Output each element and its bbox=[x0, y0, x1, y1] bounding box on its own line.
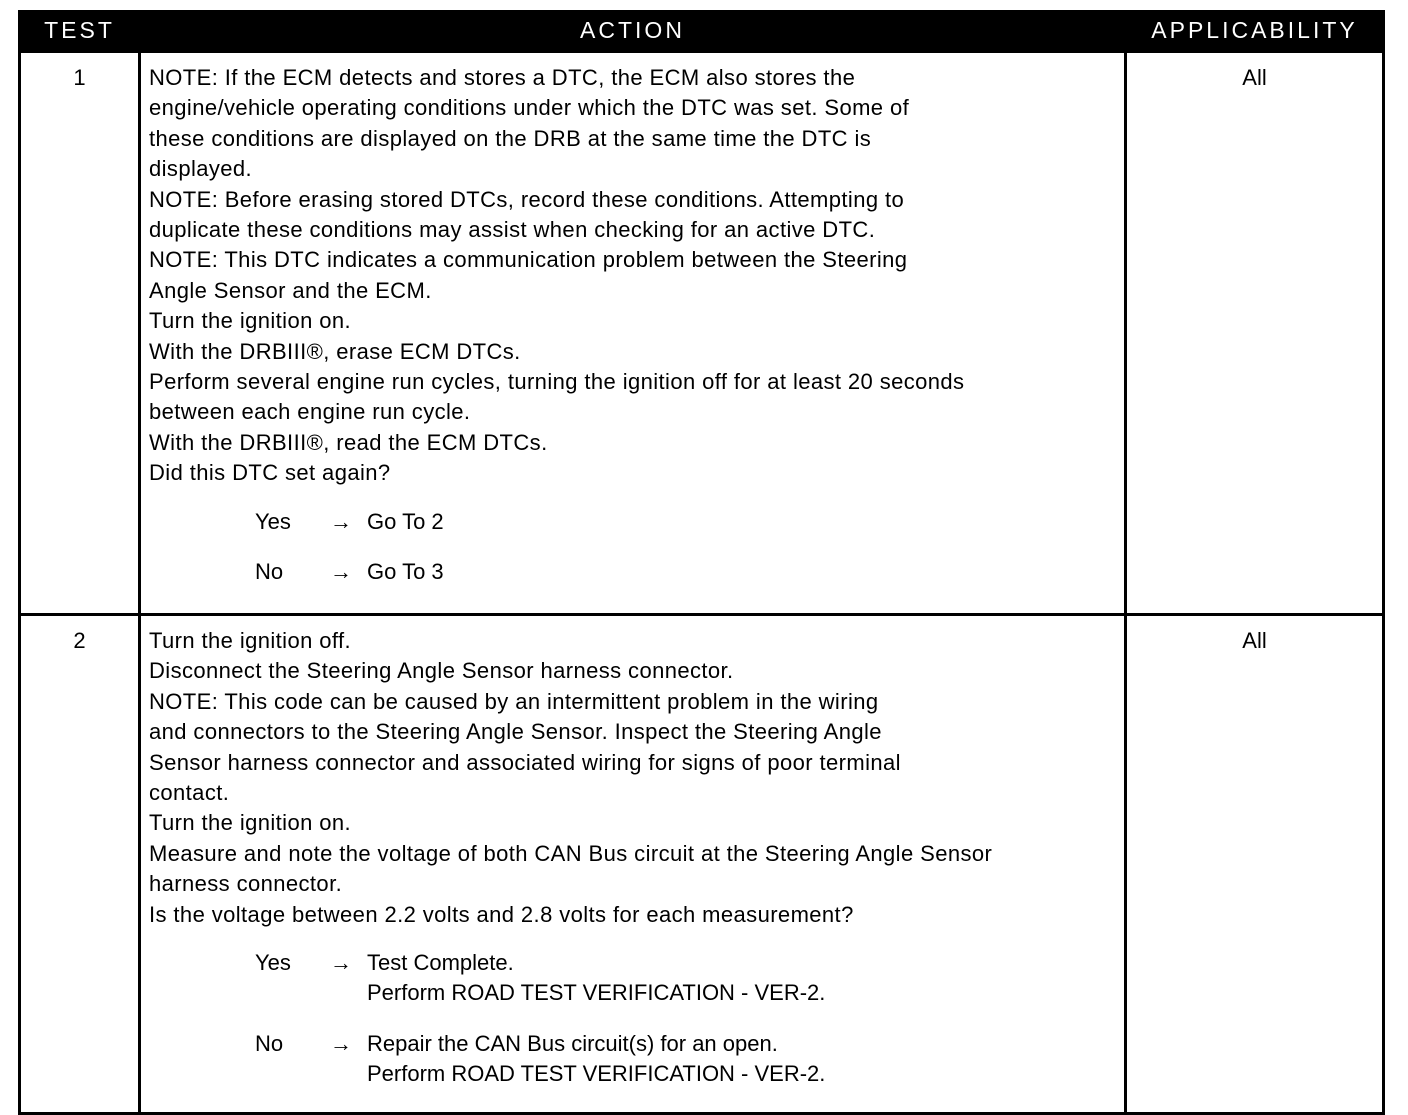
applicability-value: All bbox=[1126, 52, 1384, 615]
result-text bbox=[367, 507, 444, 537]
action-line: NOTE: This DTC indicates a communication problem between the Steering bbox=[149, 247, 908, 273]
action-line: Disconnect the Steering Angle Sensor harness connector. bbox=[149, 658, 734, 684]
action-cell bbox=[140, 615, 1126, 1114]
action-line: Is the voltage between 2.2 volts and 2.8 volts for each measurement? bbox=[149, 901, 854, 927]
table-body bbox=[20, 52, 1384, 1114]
action-line: harness connector. bbox=[149, 871, 343, 897]
action-line: With the DRBIII®, read the ECM DTCs. bbox=[149, 429, 548, 455]
result-text bbox=[367, 948, 825, 1009]
result-text bbox=[367, 557, 444, 587]
action-line: displayed. bbox=[149, 156, 253, 182]
result-line: Go To 2 bbox=[367, 508, 444, 534]
action-line: NOTE: This code can be caused by an intermittent problem in the wiring bbox=[149, 688, 879, 714]
result-line: Perform ROAD TEST VERIFICATION - VER-2. bbox=[367, 980, 826, 1006]
result-line: Test Complete. bbox=[367, 950, 514, 976]
test-number: 1 bbox=[20, 52, 140, 615]
result-block bbox=[255, 948, 1118, 1090]
action-line: engine/vehicle operating conditions under which the DTC was set. Some of bbox=[149, 95, 910, 121]
action-line: Sensor harness connector and associated wiring for signs of poor terminal bbox=[149, 749, 901, 775]
action-line: Turn the ignition off. bbox=[149, 628, 352, 653]
table-header bbox=[20, 10, 1384, 52]
header-test: TEST bbox=[20, 10, 140, 52]
action-line: duplicate these conditions may assist when checking for an active DTC. bbox=[149, 217, 876, 243]
action-line: these conditions are displayed on the DRB at the same time the DTC is bbox=[149, 125, 872, 151]
right-arrow-icon: → bbox=[330, 559, 352, 585]
result-text bbox=[367, 1029, 825, 1090]
action-line: With the DRBIII®, erase ECM DTCs. bbox=[149, 338, 521, 364]
right-arrow-icon: → bbox=[330, 508, 352, 534]
result-answer: Yes bbox=[255, 950, 291, 976]
test-row-2 bbox=[20, 615, 1384, 1114]
diagnostic-test-table bbox=[18, 10, 1385, 1115]
header-action: ACTION bbox=[140, 10, 1126, 52]
action-line: contact. bbox=[149, 780, 230, 806]
result-yes bbox=[255, 507, 1118, 537]
action-line: NOTE: If the ECM detects and stores a DTC, the ECM also stores the bbox=[149, 65, 856, 90]
action-line: Perform several engine run cycles, turning the ignition off for at least 20 seconds bbox=[149, 369, 965, 395]
result-block bbox=[255, 507, 1118, 588]
right-arrow-icon: → bbox=[330, 950, 352, 976]
result-line: Perform ROAD TEST VERIFICATION - VER-2. bbox=[367, 1061, 826, 1087]
test-row-1 bbox=[20, 52, 1384, 615]
action-line: Turn the ignition on. bbox=[149, 810, 352, 836]
action-line: Did this DTC set again? bbox=[149, 460, 391, 486]
result-no bbox=[255, 557, 1118, 587]
result-answer: Yes bbox=[255, 508, 291, 534]
action-line: and connectors to the Steering Angle Sensor. Inspect the Steering Angle bbox=[149, 719, 882, 745]
result-answer: No bbox=[255, 1030, 284, 1056]
action-line: Turn the ignition on. bbox=[149, 308, 352, 334]
header-applicability: APPLICABILITY bbox=[1126, 10, 1384, 52]
result-answer: No bbox=[255, 559, 284, 585]
result-line: Repair the CAN Bus circuit(s) for an open. bbox=[367, 1030, 778, 1056]
result-line: Go To 3 bbox=[367, 559, 444, 585]
action-line: Measure and note the voltage of both CAN Bus circuit at the Steering Angle Sensor bbox=[149, 840, 993, 866]
test-number: 2 bbox=[20, 615, 140, 1114]
applicability-value: All bbox=[1126, 615, 1384, 1114]
right-arrow-icon: → bbox=[330, 1030, 352, 1056]
action-line: NOTE: Before erasing stored DTCs, record these conditions. Attempting to bbox=[149, 186, 905, 212]
action-line: between each engine run cycle. bbox=[149, 399, 471, 425]
header-row bbox=[20, 10, 1384, 52]
result-yes bbox=[255, 948, 1118, 1009]
result-no bbox=[255, 1029, 1118, 1090]
action-cell bbox=[140, 52, 1126, 615]
action-line: Angle Sensor and the ECM. bbox=[149, 277, 432, 303]
